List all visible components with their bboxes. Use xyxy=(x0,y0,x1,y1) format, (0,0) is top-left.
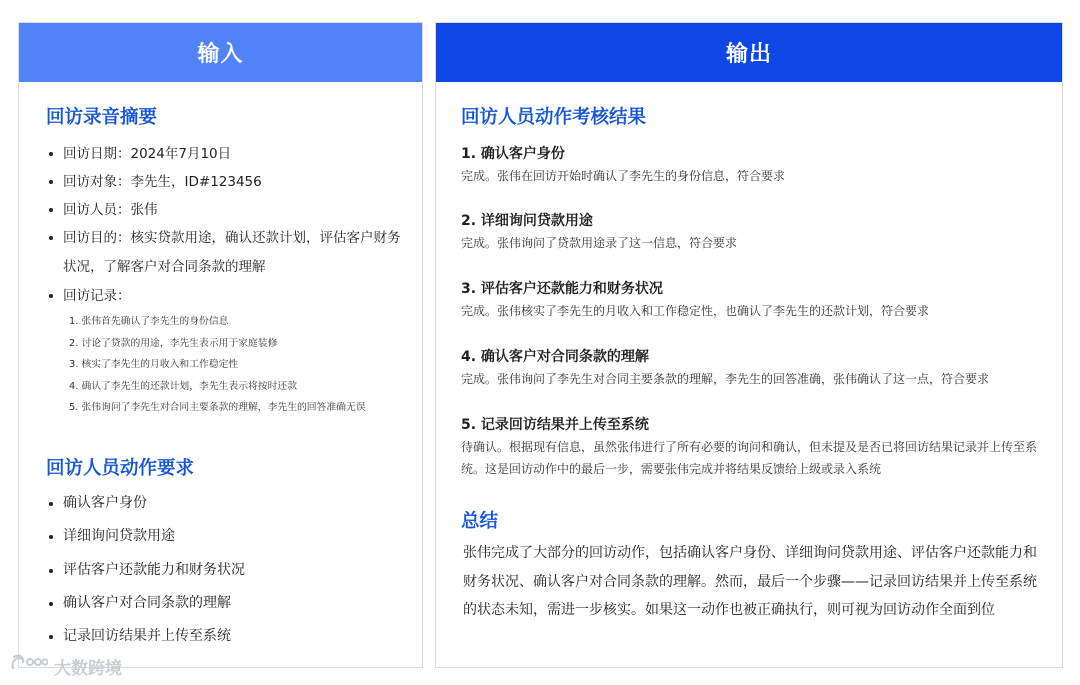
result-item-desc: 完成。张伟询问了贷款用途录了这一信息，符合要求 xyxy=(461,236,738,250)
action-requirements-list xyxy=(47,487,407,653)
result-item xyxy=(461,414,1052,480)
result-item-title: 4. 确认客户对合同条款的理解 xyxy=(461,349,649,365)
result-item-desc: 待确认。根据现有信息，虽然张伟进行了所有必要的询问和确认，但未提及是否已将回访结果记录并上传至系统。这是回访动作中的最后一步，需要张伟完成并将结果反馈给上级或录入系统 xyxy=(461,440,1038,476)
watermark-text: 大数跨境 xyxy=(54,659,122,679)
list-item: 确认客户对合同条款的理解 xyxy=(47,587,407,620)
result-item-title: 1. 确认客户身份 xyxy=(461,146,565,162)
result-item xyxy=(461,210,1052,254)
result-item-desc: 完成。张伟在回访开始时确认了李先生的身份信息，符合要求 xyxy=(461,169,786,183)
result-item xyxy=(461,346,1052,390)
list-item: 回访日期：2024年7月10日 xyxy=(47,140,407,168)
list-item: 回访记录： xyxy=(47,282,407,310)
watermark xyxy=(10,653,122,680)
result-item-title: 2. 详细询问贷款用途 xyxy=(461,213,593,229)
result-item-title: 5. 记录回访结果并上传至系统 xyxy=(461,417,649,433)
list-item: 评估客户还款能力和财务状况 xyxy=(47,554,407,587)
list-item: 回访目的：核实贷款用途，确认还款计划，评估客户财务状况，了解客户对合同条款的理解 xyxy=(47,224,407,282)
result-item-desc: 完成。张伟询问了李先生对合同主要条款的理解，李先生的回答准确，张伟确认了这一点，符合要求 xyxy=(461,372,990,386)
result-item xyxy=(461,143,1052,187)
result-item-desc: 完成。张伟核实了李先生的月收入和工作稳定性，也确认了李先生的还款计划，符合要求 xyxy=(461,304,930,318)
list-item: 回访对象：李先生，ID#123456 xyxy=(47,168,407,196)
summary-title: 总结 xyxy=(461,511,499,532)
results-title: 回访人员动作考核结果 xyxy=(461,107,647,128)
list-item: 1. 张伟首先确认了李先生的身份信息 xyxy=(69,316,229,327)
output-panel xyxy=(435,22,1063,668)
list-item: 记录回访结果并上传至系统 xyxy=(47,620,407,653)
input-panel xyxy=(18,22,423,668)
input-panel-header: 输入 xyxy=(19,23,422,82)
list-item: 2. 讨论了贷款的用途，李先生表示用于家庭装修 xyxy=(69,337,278,349)
result-item xyxy=(461,278,1052,322)
result-item-title: 3. 评估客户还款能力和财务状况 xyxy=(461,281,663,297)
list-item: 详细询问贷款用途 xyxy=(47,520,407,553)
recording-summary-title: 回访录音摘要 xyxy=(46,107,158,128)
list-item: 确认客户身份 xyxy=(47,487,407,520)
summary-text: 张伟完成了大部分的回访动作，包括确认客户身份、详细询问贷款用途、评估客户还款能力和财务状况、确认客户对合同条款的理解。然而，最后一个步骤——记录回访结果并上传至系统的状态未知，需进一步核实。如果这一动作也被正确执行，则可视为回访动作全面到位 xyxy=(463,545,1037,618)
brand-logo-icon xyxy=(10,653,48,680)
list-item: 3. 核实了李先生的月收入和工作稳定性 xyxy=(69,359,239,370)
list-item: 5. 张伟询问了李先生对合同主要条款的理解，李先生的回答准确无误 xyxy=(69,402,366,413)
list-item: 回访人员：张伟 xyxy=(47,196,407,224)
record-detail-list xyxy=(69,311,366,419)
action-requirements-title: 回访人员动作要求 xyxy=(46,458,195,479)
output-panel-header: 输出 xyxy=(436,23,1062,82)
recording-summary-list xyxy=(47,140,407,310)
list-item: 4. 确认了李先生的还款计划，李先生表示将按时还款 xyxy=(69,380,297,392)
